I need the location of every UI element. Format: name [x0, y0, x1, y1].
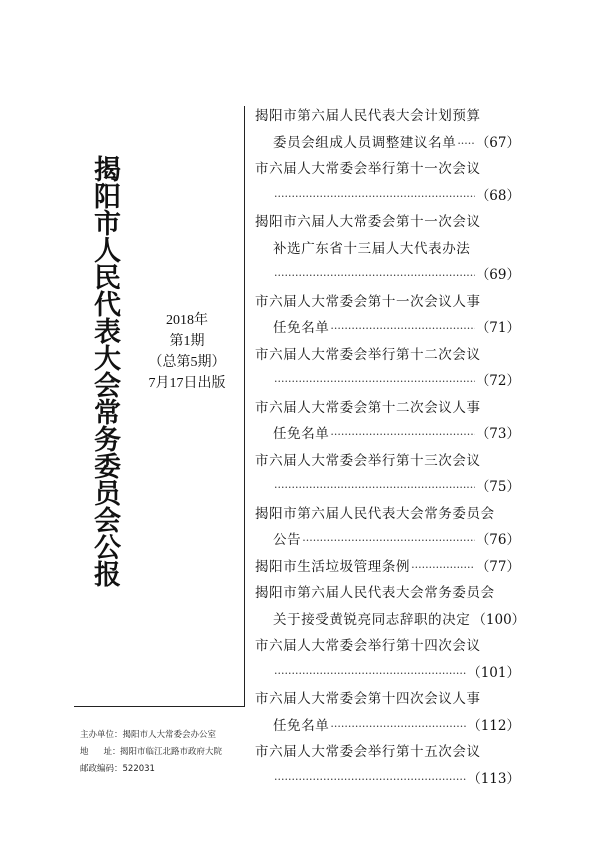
toc-page-number: （67）	[475, 134, 520, 151]
toc-entry-text: 市六届人大常委会第十一次会议人事	[255, 293, 481, 310]
toc-entry-text: 市六届人大常委会举行第十四次会议	[255, 638, 481, 654]
toc-page-number: （69）	[475, 267, 520, 283]
address-label-part1: 地	[80, 747, 89, 757]
toc-entry-text: 揭阳市生活垃圾管理条例	[255, 558, 411, 575]
toc-leader-dots	[274, 475, 475, 502]
toc-entry-text: 委员会组成人员调整建议名单	[273, 134, 457, 151]
toc-line	[255, 103, 520, 130]
toc-page-number: （112）	[467, 717, 520, 734]
toc-line	[255, 660, 520, 687]
toc-line	[255, 156, 520, 183]
toc-entry-text: 揭阳市第六届人民代表大会常务委员会	[255, 505, 495, 522]
toc-line	[255, 342, 520, 369]
toc-line	[255, 395, 520, 422]
toc-page-number: （68）	[475, 187, 520, 204]
postcode-row	[80, 761, 222, 778]
toc-leader-dots	[302, 528, 475, 555]
journal-title: 揭阳市人民代表大会常务委员会公报	[89, 155, 120, 587]
toc-line	[255, 474, 520, 501]
toc-line	[255, 262, 520, 289]
issue-date: 7月17日出版	[148, 376, 226, 391]
issue-number: 第1期	[169, 334, 205, 349]
toc-entry	[255, 395, 520, 448]
vertical-divider	[244, 106, 245, 706]
toc-entry-text: 市六届人大常委会举行第十三次会议	[255, 452, 481, 469]
toc-page-number: （73）	[475, 426, 520, 442]
toc-line	[255, 766, 520, 793]
sponsor-value: 揭阳市人大常委会办公室	[122, 730, 217, 740]
toc-line	[255, 236, 520, 263]
toc-line	[255, 289, 520, 316]
toc-line	[255, 501, 520, 528]
toc-entry-text: 揭阳市第六届人民代表大会计划预算	[255, 108, 481, 124]
toc-leader-dots	[330, 422, 474, 449]
toc-leader-dots	[274, 184, 475, 211]
toc-entry-text: 市六届人大常委会举行第十一次会议	[255, 161, 481, 177]
toc-entry	[255, 156, 520, 209]
toc-line	[255, 686, 520, 713]
toc-entry-text: 揭阳市第六届人民代表大会常务委员会	[255, 585, 495, 601]
address-label-part2: 址：	[103, 747, 121, 757]
toc-entry	[255, 554, 520, 581]
toc-entry-text: 市六届人大常委会举行第十五次会议	[255, 744, 481, 760]
toc-entry-text: 任免名单	[273, 426, 330, 442]
toc-leader-dots	[274, 661, 466, 688]
horizontal-divider	[74, 706, 245, 707]
toc-line	[255, 554, 520, 581]
toc-leader-dots	[274, 263, 475, 290]
address-row	[80, 744, 222, 761]
toc-entry-text: 市六届人大常委会第十四次会议人事	[255, 691, 481, 707]
table-of-contents	[255, 103, 526, 792]
toc-line	[255, 713, 520, 740]
postcode-value: 522031	[122, 764, 155, 774]
toc-line	[255, 368, 520, 395]
toc-entry-text: 关于接受黄锐亮同志辞职的决定	[273, 611, 471, 628]
toc-leader-dots	[330, 316, 474, 343]
toc-line	[255, 183, 520, 210]
toc-page-number: （71）	[475, 320, 520, 336]
toc-page-number: （77）	[475, 558, 520, 575]
toc-leader-dots	[457, 131, 475, 158]
toc-entry	[255, 289, 520, 342]
toc-entry	[255, 448, 520, 501]
toc-line	[255, 527, 520, 554]
toc-entry	[255, 342, 520, 395]
sponsor-label: 主办单位：	[80, 730, 123, 740]
toc-line	[255, 739, 520, 766]
toc-line	[255, 209, 520, 236]
issue-year: 2018年	[166, 313, 208, 328]
toc-line	[255, 580, 520, 607]
toc-line	[255, 130, 520, 157]
postcode-label: 邮政编码：	[80, 764, 123, 774]
toc-page-number: （76）	[475, 532, 520, 548]
toc-entry-text: 任免名单	[273, 717, 330, 734]
toc-leader-dots	[330, 714, 466, 741]
toc-entry	[255, 633, 520, 686]
toc-line	[255, 448, 520, 475]
toc-entry-text: 市六届人大常委会举行第十二次会议	[255, 346, 481, 363]
toc-page-number: （100）	[472, 611, 526, 628]
toc-leader-dots	[274, 767, 466, 794]
toc-entry-text: 公告	[273, 532, 302, 548]
toc-entry	[255, 686, 520, 739]
toc-leader-dots	[411, 555, 475, 582]
toc-line	[255, 607, 526, 634]
toc-entry	[255, 501, 520, 554]
toc-entry	[255, 580, 526, 633]
issue-total: （总第5期）	[148, 355, 226, 370]
toc-entry-text: 补选广东省十三届人大代表办法	[273, 240, 471, 257]
toc-line	[255, 633, 520, 660]
toc-entry	[255, 739, 520, 792]
toc-entry-text: 揭阳市六届人大常委会第十一次会议	[255, 214, 481, 230]
toc-page-number: （101）	[467, 664, 520, 681]
toc-page-number: （75）	[475, 479, 520, 495]
toc-page-number: （113）	[467, 770, 520, 787]
toc-page-number: （72）	[475, 373, 520, 389]
toc-entry-text: 任免名单	[273, 320, 330, 336]
toc-entry	[255, 103, 520, 156]
sponsor-row	[80, 727, 222, 744]
toc-leader-dots	[274, 369, 475, 396]
toc-line	[255, 315, 520, 342]
toc-entry	[255, 209, 520, 289]
toc-entry-text: 市六届人大常委会第十二次会议人事	[255, 399, 481, 416]
publisher-info	[80, 727, 222, 778]
address-value: 揭阳市临江北路市政府大院	[120, 747, 223, 757]
toc-line	[255, 421, 520, 448]
issue-info	[132, 310, 242, 394]
address-label	[80, 744, 120, 761]
